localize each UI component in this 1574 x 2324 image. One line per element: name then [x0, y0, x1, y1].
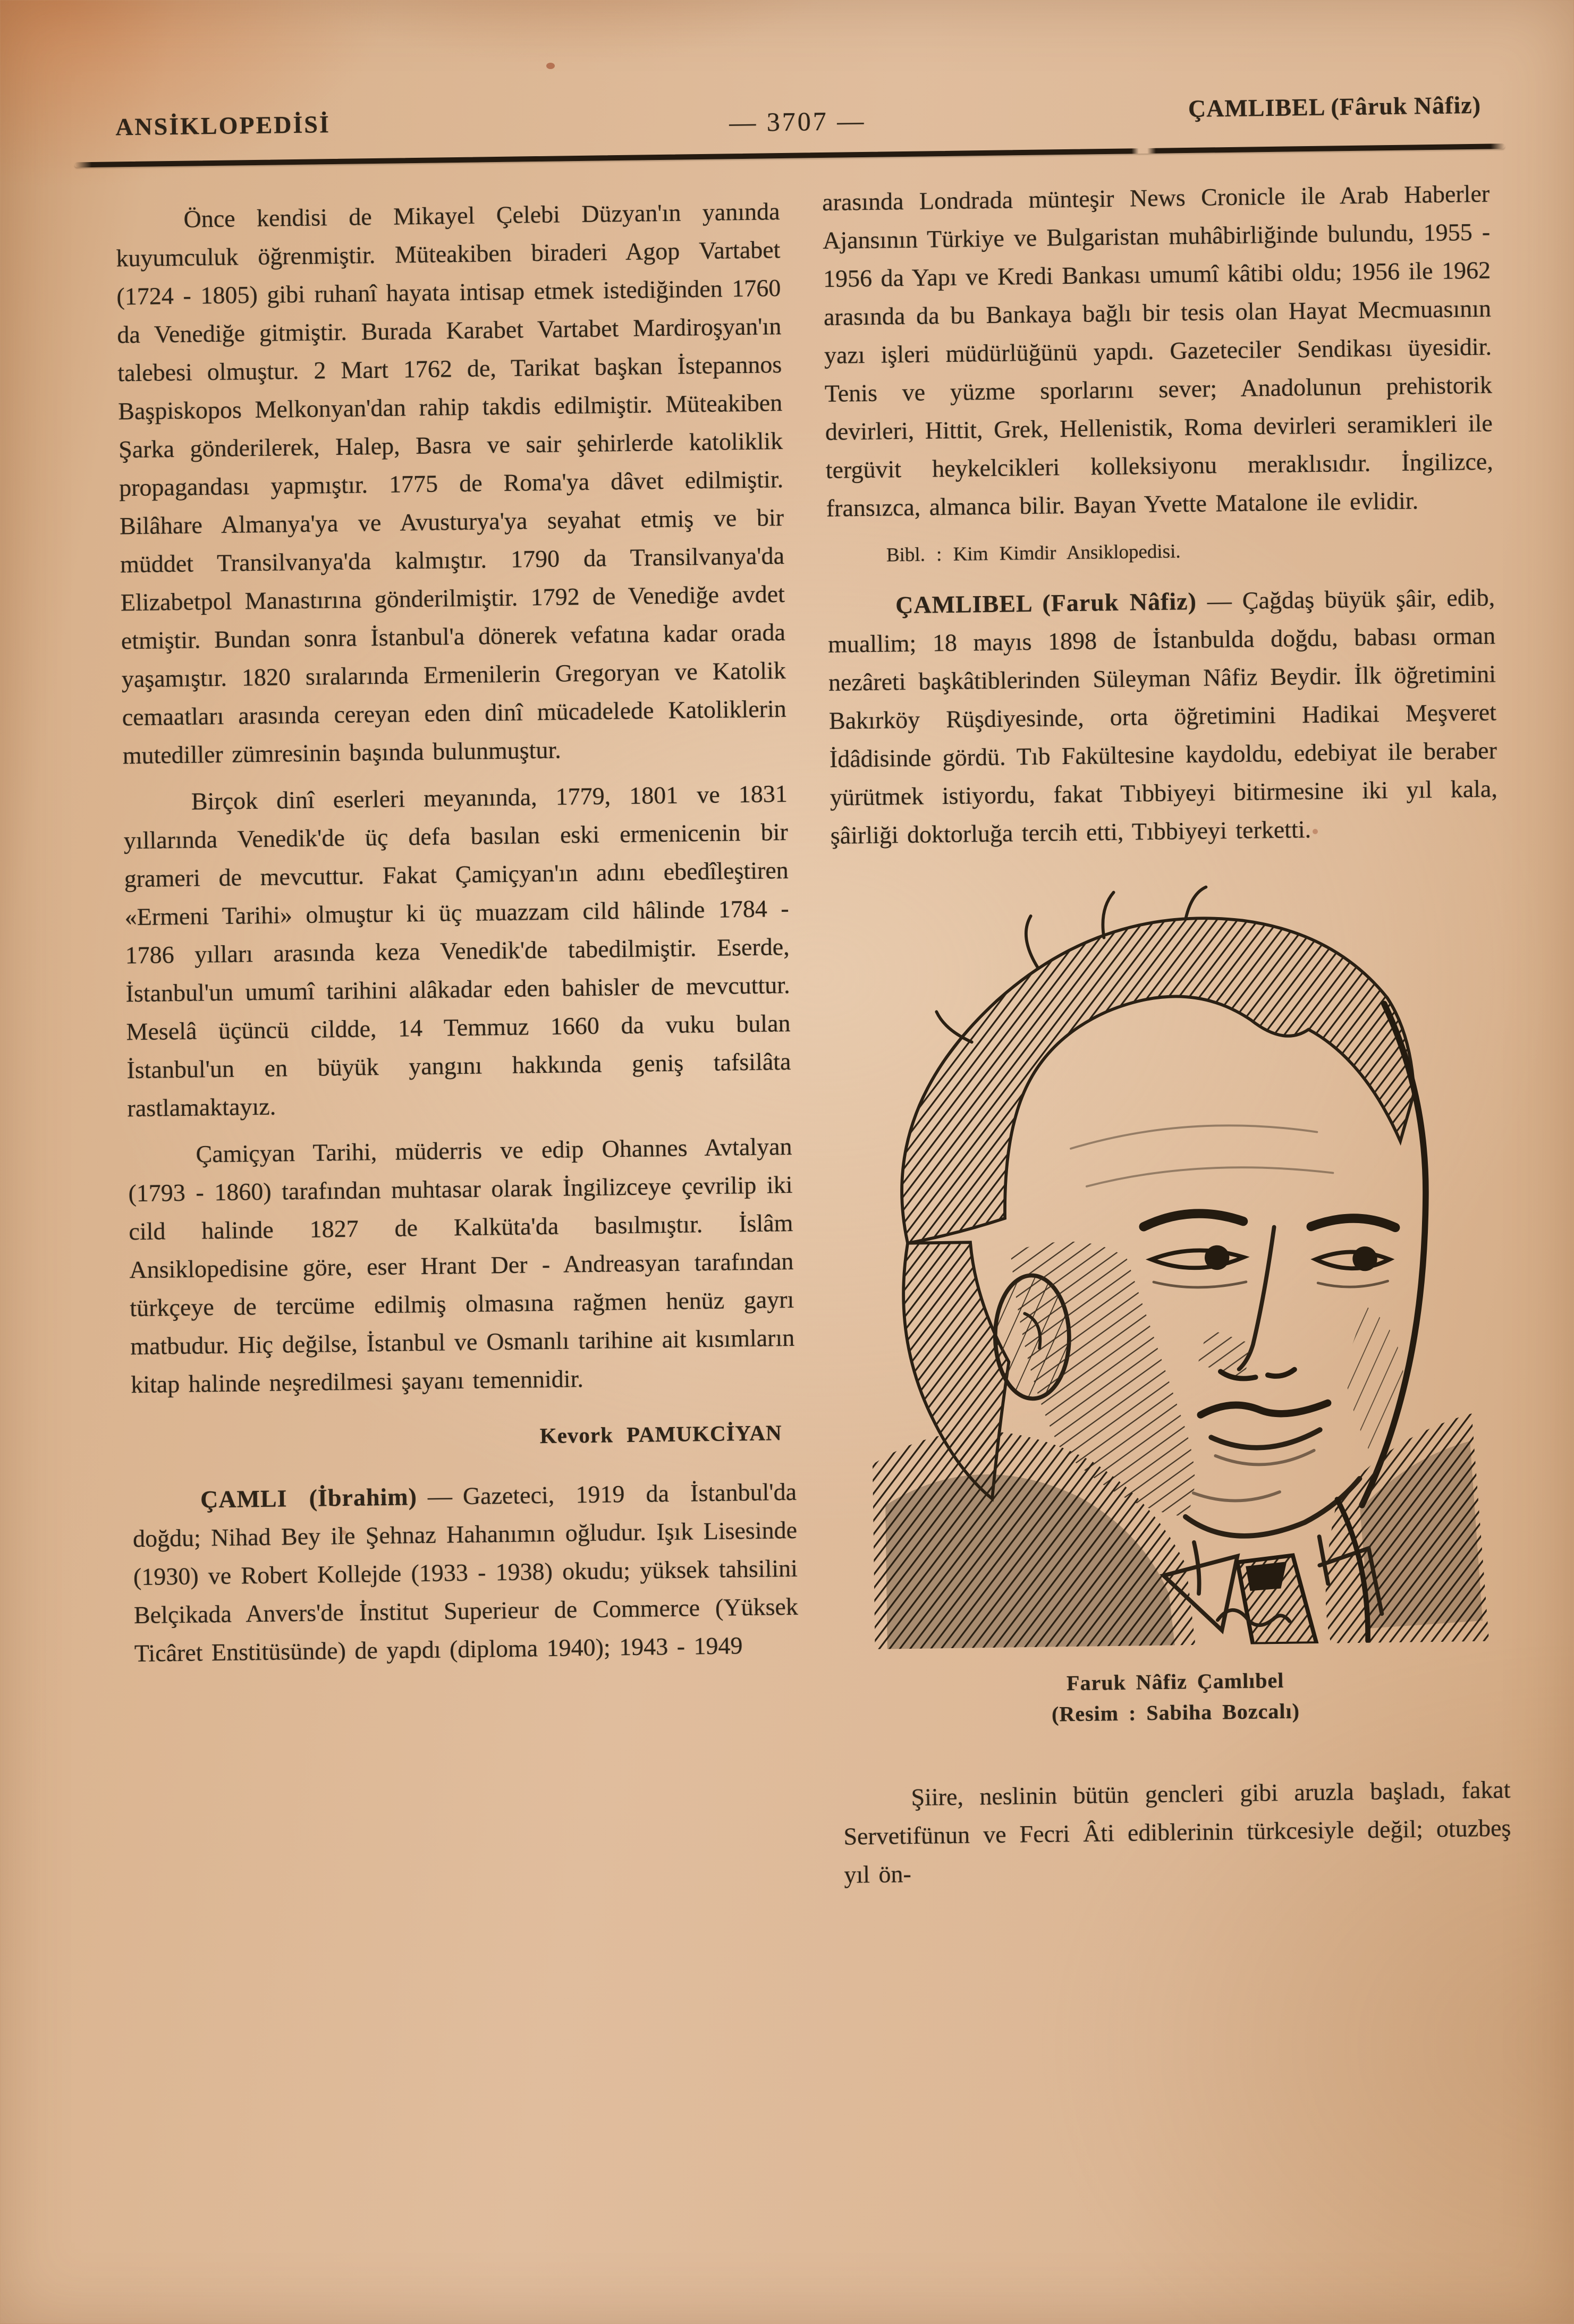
paragraph-camiciyan-works: Birçok dinî eserleri meyanında, 1779, 1801 ve 1831 yıllarında Venedik'de üç defa basılan eski ermenicenin bir grameri de mevcuttur. Fakat Çamiçyan'ın adını ebedîleştiren «Ermeni Tarihi» olmuştur ki üç muazzam cild hâlinde 1784 - 1786 yılları arasında keza Venedik'de tabedilmiştir. Eserde, İstanbul'un umumî tarihini alâkadar eden bahisler de mevcuttur. Meselâ üçüncü cildde, 14 Temmuz 1660 da vuku bulan İstanbul'un en büyük yangını hakkında geniş tafsilâta rastlamaktayız.	[123, 779, 791, 1122]
portrait-caption	[841, 1662, 1509, 1732]
entry-headword: ÇAMLI (İbrahim)	[200, 1483, 418, 1513]
paragraph-camiciyan-history: Çamiçyan Tarihi, müderris ve edip Ohannes Avtalyan (1793 - 1860) tarafından muhtasar olarak İngilizceye çevrilip iki cild halinde 1827 de Kalküta'da basılmıştır. İslâm Ansiklopedisine göre, eser Hrant Der - Andreasyan tarafından türkçeye de tercüme edilmiş olmasına rağmen henüz gayrı matbudur. Hiç değilse, İstanbul ve Osmanlı tarihine ait kısımların kitap halinde neşredilmesi şayanı temennidir.	[128, 1132, 795, 1398]
entry-dash: —	[1207, 587, 1232, 615]
portrait-sketch	[841, 881, 1499, 1650]
page-number: — 3707 —	[729, 105, 866, 138]
left-column	[115, 192, 799, 1673]
portrait-figure	[831, 881, 1510, 1732]
header-right-title: ÇAMLIBEL (Fâruk Nâfiz)	[1188, 91, 1482, 122]
entry-camli	[132, 1473, 799, 1673]
entry-body-text: Çağdaş büyük şâir, edib, muallim; 18 mayıs 1898 de İstanbulda doğdu, babası orman nezâreti başkâtiblerinden Süleyman Nâfiz Beydir. İlk öğretimini Bakırköy Rüşdiyesinde, orta öğretimini Hadikai Meşveret İdâdisinde gördü. Tıb Fakültesine kaydoldu, edebiyat ile beraber yürütmek istiyordu, fakat Tıbbiyeyi bitirmesine iki yıl kala, şâirliği doktorluğa tercih etti, Tıbbiyeyi terketti.	[827, 583, 1498, 849]
paragraph-camlibel-poetry: Şiire, neslinin bütün gencleri gibi aruzla başladı, fakat Servetifünun ve Fecri Âti ediblerinin türkcesiyle değil; otuzbeş yıl ön-	[843, 1776, 1511, 1888]
entry-dash: —	[427, 1482, 453, 1510]
entry-body-text: Gazeteci, 1919 da İstanbul'da doğdu; Nihad Bey ile Şehnaz Hahanımın oğludur. Işık Lisesinde (1930) ve Robert Kollejde (1933 - 1938) okudu; yüksek tahsilini Belçikada Anvers'de İnstitut Superieur de Commerce (Yüksek Ticâret Enstitüsünde) de yapdı (diploma 1940); 1943 - 1949	[132, 1478, 799, 1667]
header-rule	[74, 143, 1505, 167]
author-signature: Kevork PAMUKCİYAN	[539, 1420, 782, 1448]
entry-headword: ÇAMLIBEL (Faruk Nâfiz)	[895, 587, 1197, 619]
paragraph-camli-continuation: arasında Londrada münteşir News Cronicle ile Arab Haberler Ajansının Türkiye ve Bulgaristan muhâbirliğinde bulundu, 1955 - 1956 da Yapı ve Kredi Bankası umumî kâtibi oldu; 1956 ile 1962 arasında da bu Bankaya bağlı bir tesis olan Hayat Mecmuasının yazı işleri müdürlüğünü yapdı. Gazeteciler Sendikası üyesidir. Tenis ve yüzme sporlarını sever; Anadolunun prehistorik devirleri, Hittit, Grek, Hellenistik, Roma devirleri seramikleri ile tergüvit heykelcikleri kolleksiyonu meraklısıdır. İngilizce, fransızca, almanca bilir. Bayan Yvette Matalone ile evlidir.	[822, 180, 1494, 522]
entry-camlibel	[827, 578, 1498, 854]
header-left-title: ANSİKLOPEDİSİ	[115, 111, 331, 141]
portrait-caption-name: Faruk Nâfiz Çamlıbel	[1066, 1668, 1284, 1695]
paragraph-camiciyan-bio: Önce kendisi de Mikayel Çelebi Düzyan'ın yanında kuyumculuk öğrenmiştir. Müteakiben biraderi Agop Vartabet (1724 - 1805) gibi ruhanî hayata intisap etmek istediğinden 1760 da Venediğe gitmiştir. Burada Karabet Vartabet Mardiroşyan'ın talebesi olmuştur. 2 Mart 1762 de, Tarikat başkan İstepannos Başpiskopos Melkonyan'dan rahip takdis edilmiştir. Müteakiben Şarka gönderilerek, Halep, Basra ve sair şehirlerde katoliklik propagandası yapmıştır. 1775 de Roma'ya dâvet edilmiştir. Bilâhare Almanya'ya ve Avusturya'ya seyahat etmiş ve bir müddet Transilvanya'da kalmıştır. 1790 da Transilvanya'da Elizabetpol Manastırına gönderilmiştir. 1792 de Venediğe avdet etmiştir. Bundan sonra İstanbul'a dönerek vefatına kadar orada yaşamıştır. 1820 sıralarında Ermenilerin Gregoryan ve Katolik cemaatları arasında cereyan eden dinî mücadelede Katoliklerin mutediller zümresinin başında bulunmuştur.	[116, 198, 787, 769]
portrait-caption-credit: (Resim : Sabiha Bozcalı)	[1051, 1699, 1300, 1726]
right-column	[822, 175, 1512, 1894]
bibliography-note: Bibl. : Kim Kimdir Ansiklopedisi.	[886, 540, 1181, 566]
